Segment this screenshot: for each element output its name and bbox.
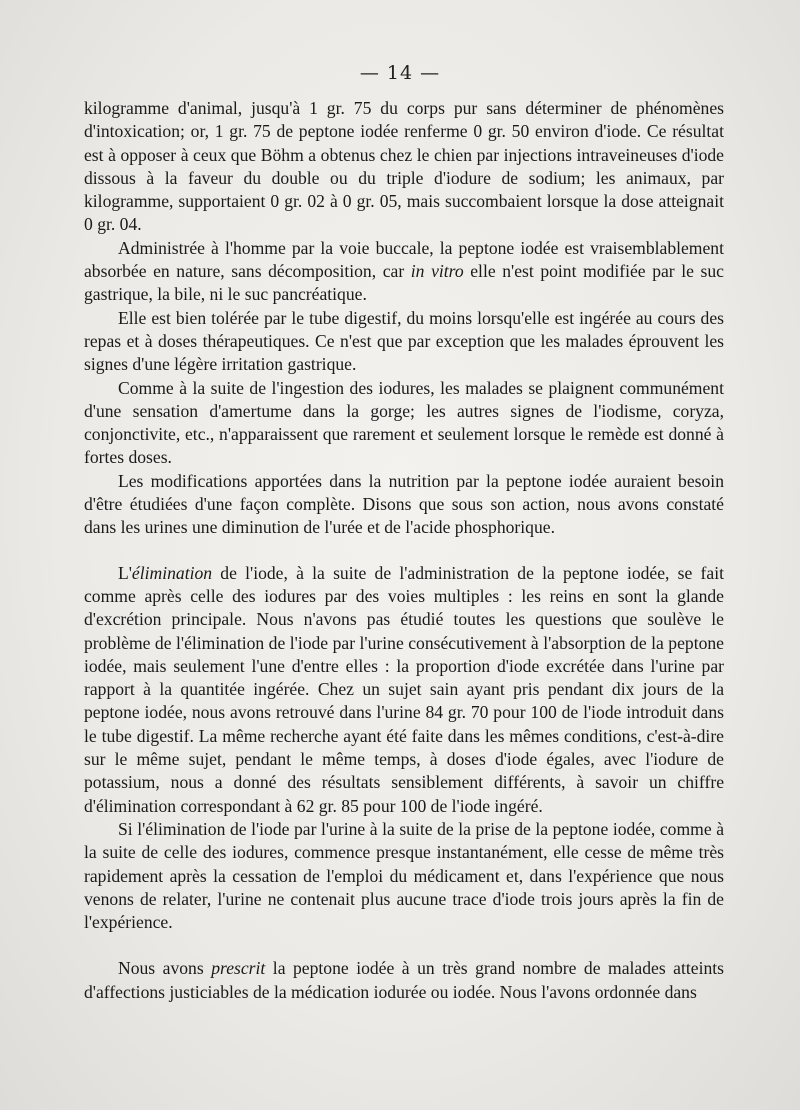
paragraph-elimination-text: de l'iode, à la suite de l'administration de la peptone iodée, se fait comme après celle des iodures par des voies multiples : les reins en sont la glande d'excrétion principale. Nous n'avons pas étudié toutes les questions que soulève le problème de l'élimination de l'iode par l'urine consécutivement à l'absorption de la peptone iodée, mais seulement l'une d'entre elles : la proportion d'iode excrétée dans l'urine par rapport à la quantitée ingérée. Chez un sujet sain ayant pris pendant dix jours de la peptone iodée, nous avons retrouvé dans l'urine 84 gr. 70 pour 100 de l'iode introduit dans le tube digestif. La même recherche ayant été faite dans les mêmes conditions, c'est-à-dire sur le même sujet, pendant le même temps, à doses d'iode égales, avec l'iodure de potassium, nous a donné des résultats sensiblement différents, à savoir un chiffre d'élimination correspondant à 62 gr. 85 pour 100 de l'iode ingéré.	[84, 562, 724, 816]
paragraph-cessation: Si l'élimination de l'iode par l'urine à la suite de la prise de la peptone iodée, comme à la suite de celle des iodures, commence presque instantanément, elle cesse de même très rapidement après la cessation de l'emploi du médicament et, dans l'expérience que nous venons de relater, l'urine ne contenait plus aucune trace d'iode trois jours après la fin de l'expérience.	[84, 818, 724, 933]
paragraph-prescription-text: Nous avons	[118, 958, 212, 979]
paragraph-prescription-italic: prescrit	[211, 958, 266, 979]
paragraph-administration-text: Administrée à l'homme par la voie buccale, la peptone iodée est vraisemblablement absorbée en nature, sans décomposition, car	[84, 237, 724, 282]
paragraph-elimination-italic: élimination	[131, 562, 213, 583]
paragraph-nutrition: Les modifications apportées dans la nutrition par la peptone iodée auraient besoin d'être étudiées d'une façon complète. Disons que sous son action, nous avons constaté dans les urines une diminution de l'urée et de l'acide phosphorique.	[84, 470, 724, 538]
paragraph-elimination-prefix: L'	[118, 562, 132, 583]
body-text	[84, 97, 724, 1004]
page-number: — 14 —	[359, 62, 441, 84]
paragraph-continuation: kilogramme d'animal, jusqu'à 1 gr. 75 du corps pur sans déterminer de phénomènes d'intoxication; or, 1 gr. 75 de peptone iodée renferme 0 gr. 50 environ d'iode. Ce résultat est à opposer à ceux que Böhm a obtenus chez le chien par injections intraveineuses d'iode dissous à la faveur du double ou du triple d'iodure de sodium; les animaux, par kilogramme, supportaient 0 gr. 02 à 0 gr. 05, mais succombaient lorsque la dose atteignait 0 gr. 04.	[84, 98, 724, 235]
paragraph-administration-rest: elle n'est point modifiée par le suc gastrique, la bile, ni le suc pancréatique.	[84, 261, 724, 305]
paragraph-tolerance: Elle est bien tolérée par le tube digestif, du moins lorsqu'elle est ingérée au cours des repas et à doses thérapeutiques. Ce n'est que par exception que les malades éprouvent les signes d'une légère irritation gastrique.	[84, 307, 724, 375]
paragraph-prescription-rest: la peptone iodée à un très grand nombre de malades atteints d'affections justiciables de la médication iodurée ou iodée. Nous l'avons ordonnée dans	[84, 958, 724, 1002]
paragraph-prescription	[84, 957, 724, 1004]
paragraph-administration	[84, 237, 724, 307]
paragraph-administration-italic: in vitro	[410, 261, 464, 282]
paragraph-elimination	[84, 562, 724, 818]
paragraph-iodism: Comme à la suite de l'ingestion des iodures, les malades se plaignent communément d'une sensation d'amertume dans la gorge; les autres signes de l'iodisme, coryza, conjonctivite, etc., n'apparaissent que rarement et seulement lorsque le remède est donné à fortes doses.	[84, 377, 724, 468]
